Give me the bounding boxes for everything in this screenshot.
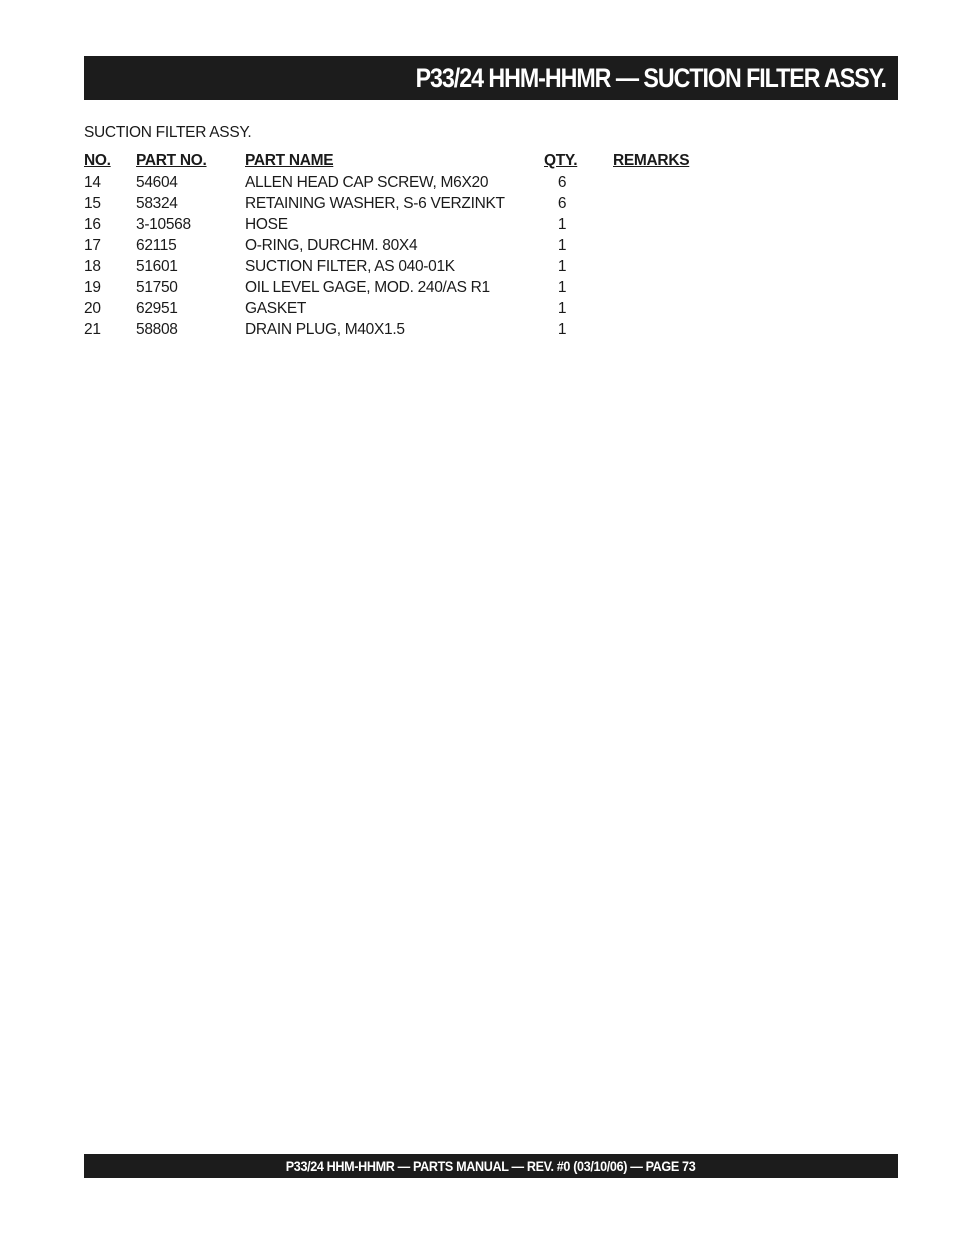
cell-part-no: 62115 [136,237,177,254]
header-part-name: PART NAME [245,152,334,169]
cell-no: 19 [84,279,101,296]
cell-qty: 1 [557,321,567,338]
table-row [84,214,724,235]
cell-part-no: 51601 [136,258,178,275]
cell-part-name: OIL LEVEL GAGE, MOD. 240/AS R1 [245,279,490,296]
cell-no: 21 [84,321,101,338]
footer-bar [84,1154,898,1178]
cell-no: 17 [84,237,101,254]
cell-qty: 6 [557,174,567,191]
table-row [84,193,724,214]
cell-qty: 1 [557,279,567,296]
header-part-no: PART NO. [136,152,207,169]
header-remarks: REMARKS [613,152,690,169]
cell-part-name: GASKET [245,300,307,317]
table-row [84,256,724,277]
header-no: NO. [84,152,111,169]
cell-part-name: RETAINING WASHER, S-6 VERZINKT [245,195,505,212]
cell-part-no: 51750 [136,279,178,296]
header-qty: QTY. [544,152,578,169]
cell-part-name: HOSE [245,216,288,233]
page-title: P33/24 HHM-HHMR — SUCTION FILTER ASSY. [415,62,886,93]
cell-no: 16 [84,216,101,233]
cell-no: 15 [84,195,101,212]
table-row [84,298,724,319]
cell-part-no: 58324 [136,195,178,212]
cell-part-no: 62951 [136,300,178,317]
cell-no: 20 [84,300,101,317]
cell-qty: 1 [557,216,567,233]
cell-part-name: DRAIN PLUG, M40X1.5 [245,321,405,338]
table-row [84,235,724,256]
cell-no: 14 [84,174,101,191]
cell-part-no: 3-10568 [136,216,191,233]
cell-part-no: 58808 [136,321,178,338]
cell-qty: 1 [557,300,567,317]
cell-part-name: SUCTION FILTER, AS 040-01K [245,258,455,275]
cell-no: 18 [84,258,101,275]
parts-table [84,150,724,340]
cell-part-no: 54604 [136,174,178,191]
cell-qty: 6 [557,195,567,212]
cell-qty: 1 [557,237,567,254]
table-row [84,277,724,298]
cell-part-name: ALLEN HEAD CAP SCREW, M6X20 [245,174,489,191]
cell-part-name: O-RING, DURCHM. 80X4 [245,237,418,254]
page-title-bar [84,56,898,100]
table-body [84,172,724,340]
footer-text: P33/24 HHM-HHMR — PARTS MANUAL — REV. #0 (03/10/06) — PAGE 73 [286,1158,696,1174]
table-row [84,319,724,340]
table-header-row [84,150,724,172]
table-row [84,172,724,193]
section-label: SUCTION FILTER ASSY. [84,124,252,141]
cell-qty: 1 [557,258,567,275]
